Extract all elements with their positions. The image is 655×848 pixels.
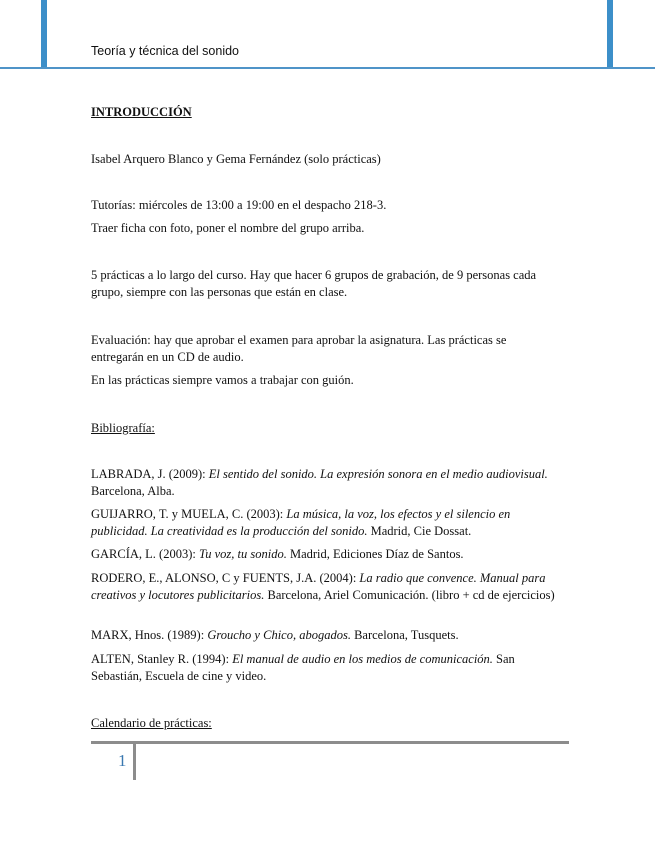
reference-item — [91, 627, 571, 644]
evaluacion-paragraph: Evaluación: hay que aprobar el examen para aprobar la asignatura. Las prácticas se entregarán en un CD de audio. — [91, 333, 507, 364]
calendar-heading: Calendario de prácticas: — [91, 716, 212, 730]
intro-heading: INTRODUCCIÓN — [91, 105, 192, 119]
teachers-line: Isabel Arquero Blanco y Gema Fernández (solo prácticas) — [91, 152, 381, 166]
reference-publisher: Madrid, Cie Dossat. — [367, 524, 472, 538]
reference-title: La radio que convence. Manual para creativos y locutores publicitarios. — [91, 571, 546, 602]
reference-author: MARX, Hnos. (1989): — [91, 628, 208, 642]
reference-publisher: Madrid, Ediciones Díaz de Santos. — [286, 547, 464, 561]
reference-publisher: Barcelona, Ariel Comunicación. (libro + cd de ejercicios) — [264, 588, 555, 602]
reference-title: La música, la voz, los efectos y el silencio en publicidad. La creatividad es la producción del sonido. — [91, 507, 511, 538]
header-title: Teoría y técnica del sonido — [91, 44, 240, 58]
reference-item — [91, 570, 563, 604]
reference-title: El manual de audio en los medios de comunicación. — [232, 652, 493, 666]
reference-publisher: Barcelona, Tusquets. — [350, 628, 459, 642]
reference-publisher: Barcelona, Alba. — [91, 484, 175, 498]
reference-publisher: San Sebastián, Escuela de cine y video. — [91, 652, 515, 683]
reference-item — [91, 651, 536, 685]
page-number: 1 — [118, 751, 127, 770]
reference-title: El sentido del sonido. La expresión sonora en el medio audiovisual. — [208, 467, 548, 481]
reference-item — [91, 466, 566, 500]
footer-rule — [91, 741, 569, 744]
reference-author: GUIJARRO, T. y MUELA, C. (2003): — [91, 507, 287, 521]
reference-item — [91, 546, 571, 563]
reference-author: LABRADA, J. (2009): — [91, 467, 209, 481]
reference-author: RODERO, E., ALONSO, C y FUENTS, J.A. (2004): — [91, 571, 360, 585]
bibliography-heading: Bibliografía: — [91, 421, 155, 435]
reference-title: Tu voz, tu sonido. — [198, 547, 287, 561]
tutorias-line: Tutorías: miércoles de 13:00 a 19:00 en el despacho 218-3. — [91, 198, 387, 212]
ficha-line: Traer ficha con foto, poner el nombre del grupo arriba. — [91, 221, 365, 235]
header-left-bar — [41, 0, 47, 68]
reference-author: GARCÍA, L. (2003): — [91, 547, 199, 561]
footer-divider — [133, 743, 136, 780]
reference-author: ALTEN, Stanley R. (1994): — [91, 652, 233, 666]
guion-line: En las prácticas siempre vamos a trabajar con guión. — [91, 373, 354, 387]
header-right-bar — [607, 0, 613, 68]
reference-item — [91, 506, 531, 540]
practicas-paragraph: 5 prácticas a lo largo del curso. Hay que hacer 6 grupos de grabación, de 9 personas cada grupo, siempre con las personas que están en clase. — [91, 268, 537, 299]
header-rule — [0, 67, 655, 69]
reference-title: Groucho y Chico, abogados. — [207, 628, 351, 642]
